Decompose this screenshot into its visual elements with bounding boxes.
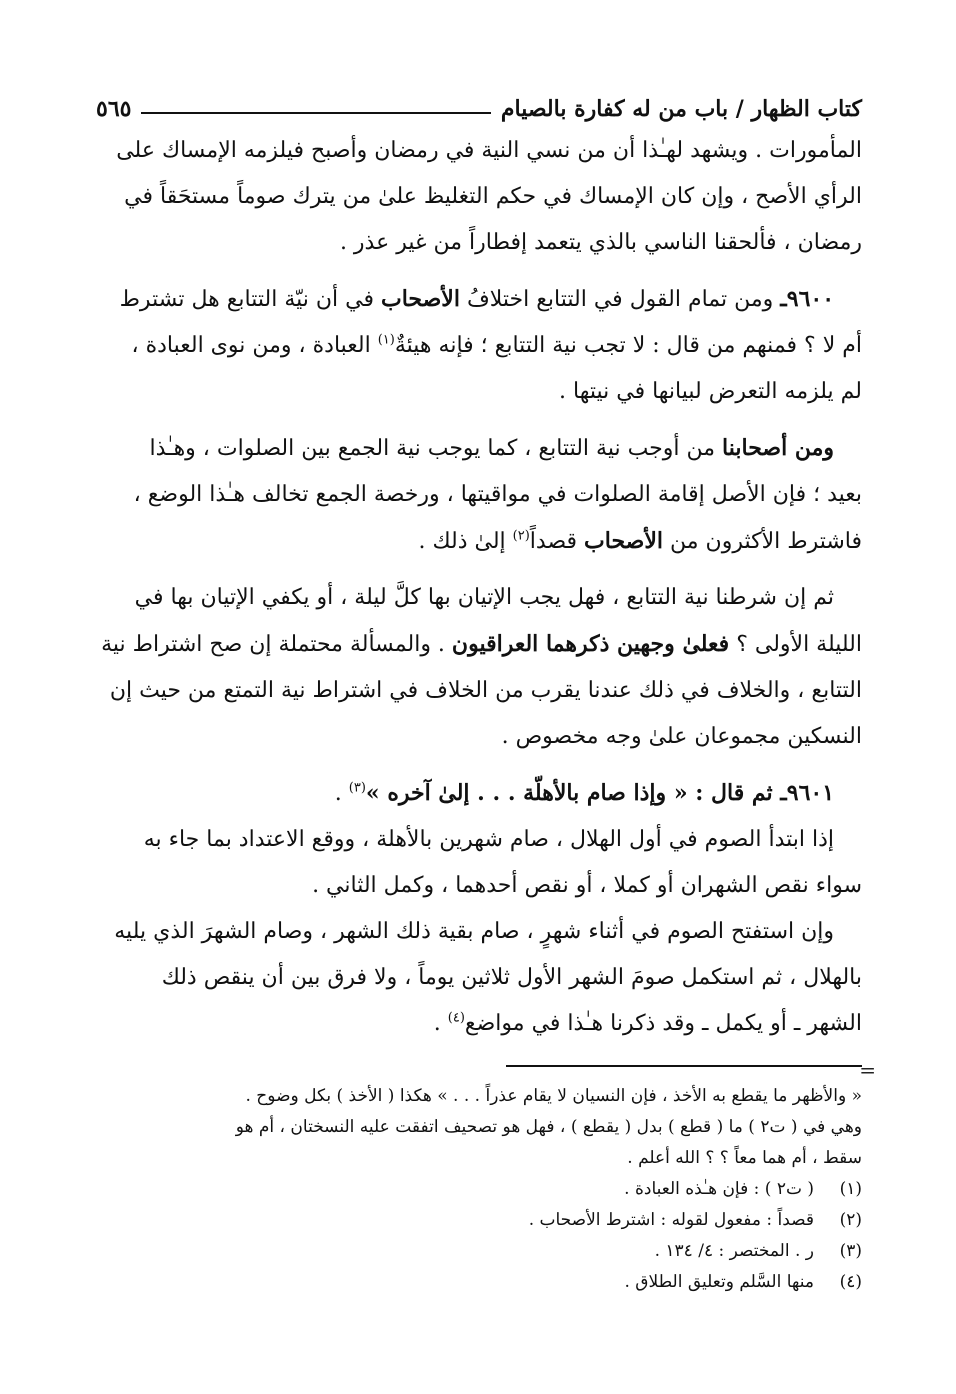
text-run: من أوجب نية التتابع ، كما يوجب نية الجمع بين الصلوات ، وهـٰذا — [149, 436, 723, 461]
paragraph-9600 — [96, 276, 862, 415]
paragraph-9601 — [96, 770, 862, 817]
bold-term: الأصحاب — [584, 528, 664, 554]
section-number: ٩٦٠٠ـ — [780, 286, 835, 312]
page-number: ٥٦٥ — [96, 96, 132, 122]
text-line: النسكين مجموعان علىٰ وجه مخصوص . — [501, 724, 862, 749]
text-run: أم لا ؟ فمنهم من قال : لا تجب نية التتابع ؛ فإنه هيئةٌ — [394, 333, 862, 358]
footnote-2 — [96, 1205, 862, 1236]
page-header — [96, 78, 862, 122]
text-line — [96, 323, 862, 369]
footnote-ref[interactable]: (٢) — [512, 528, 530, 544]
text-run: في أن نيّة التتابع هل تشترط — [119, 287, 381, 312]
footnotes — [96, 1081, 862, 1298]
text-run: ثم إن شرطنا نية التتابع ، فهل يجب الإتيان بها كلَّ ليلة ، أو يكفي الإتيان بها في — [134, 585, 835, 610]
footnote-text: منها السَّلم وتعليق الطلاق . — [624, 1272, 814, 1292]
footnote-ref[interactable]: (٣) — [348, 780, 366, 796]
continuation-mark: = — [859, 1058, 876, 1082]
text-line — [96, 575, 862, 621]
text-run: إلىٰ ذلك . — [418, 529, 513, 554]
text-run: وإن استفتح الصوم في أثناء شهرٍ ، صام بقية ذلك الشهر ، وصام الشهرَ الذي يليه — [114, 919, 835, 944]
footnote-number: (٣) — [839, 1241, 862, 1261]
text-line: بعيد ؛ فإن الأصل إقامة الصلوات في مواقيتها ، ورخصة الجمع تخالف هـٰذا الوضع ، — [133, 482, 862, 507]
text-run: . والمسألة محتملة إن صح اشتراط نية — [101, 632, 452, 657]
paragraph — [96, 909, 862, 1047]
text-run: . — [334, 781, 349, 806]
footnote-number: (٤) — [839, 1272, 862, 1292]
footnote-ref[interactable]: (١) — [377, 332, 395, 348]
text-run: الشهر ـ أو يكمل ـ وقد ذكرنا هـٰذا في مواضع — [464, 1011, 862, 1036]
text-line — [96, 425, 862, 472]
text-run: قصداً — [529, 529, 585, 554]
text-line: المأمورات . ويشهد لهـٰذا أن من نسي النية في رمضان وأصبح فيلزمه الإمساك على — [116, 138, 862, 163]
bold-term: الأصحاب — [380, 286, 460, 312]
text-line: الرأي الأصح ، وإن كان الإمساك في حكم التغليظ علىٰ من يترك صوماً مستحَقاً في — [124, 184, 862, 209]
text-run: الليلة الأولى ؟ — [729, 632, 862, 657]
text-run: العبادة ، ومن نوى العبادة ، — [131, 333, 378, 358]
text-line: سواء نقص الشهران أو كملا ، أو نقص أحدهما ، وكمل الثاني . — [312, 873, 862, 898]
paragraph — [96, 575, 862, 760]
bold-quote: ثم قال : « وإذا صام بالأهلّة . . . إلىٰ آخره » — [365, 780, 781, 806]
section-number: ٩٦٠١ـ — [780, 780, 835, 806]
footnote-separator — [506, 1065, 862, 1067]
footnote-continued-line: سقط ، أم هما معاً ؟ ؟ الله أعلم . — [627, 1148, 862, 1168]
text-line — [96, 770, 862, 817]
text-run: . — [433, 1011, 448, 1036]
header-rule — [141, 112, 490, 114]
text-line: رمضان ، فألحقنا الناسي بالذي يتعمد إفطاراً من غير عذر . — [339, 230, 862, 255]
footnote-text: ر . المختصر : ٤/ ١٣٤ . — [654, 1241, 814, 1261]
text-line — [96, 621, 862, 668]
bold-term: فعلىٰ وجهين ذكرهما العراقيون — [451, 631, 730, 657]
text-run: ومن تمام القول في التتابع اختلافُ — [459, 287, 781, 312]
text-line: لم يلزمه التعرض لبيانها في نيتها . — [559, 379, 862, 404]
text-line — [96, 909, 862, 955]
text-line — [96, 518, 862, 565]
text-run: فاشترط الأكثرون من — [663, 529, 862, 554]
footnote-text: قصداً : مفعول لقوله : اشترط الأصحاب . — [528, 1210, 814, 1230]
text-line — [96, 1001, 862, 1047]
text-line — [96, 276, 862, 323]
paragraph — [96, 128, 862, 266]
paragraph — [96, 425, 862, 565]
footnote-4 — [96, 1267, 862, 1298]
footnote-number: (٢) — [839, 1210, 862, 1230]
running-title: كتاب الظهار / باب من له كفارة بالصيام — [500, 96, 862, 122]
text-line: بالهلال ، ثم استكمل صومَ الشهر الأول ثلاثين يوماً ، ولا فرق بين أن ينقص ذلك — [161, 965, 862, 990]
footnote-ref[interactable]: (٤) — [447, 1010, 465, 1026]
footnote-1 — [96, 1174, 862, 1205]
footnote-continued-line: وهي في ( ت٢ ) ما ( قطع ) بدل ( يقطع ) ، فهل هو تصحيف اتفقت عليه النسختان ، أم هو — [235, 1117, 862, 1137]
text-line — [96, 817, 862, 863]
footnote-text: ( ت٢ ) : فإن هـٰذه العبادة . — [624, 1179, 814, 1199]
paragraph — [96, 817, 862, 909]
bold-term: ومن أصحابنا — [722, 435, 835, 461]
footnote-continued-line: « والأظهر ما يقطع به الأخذ ، فإن النسيان لا يقام عذراً . . . » هكذا ( الأخذ ) بكل وضوح . — [245, 1086, 862, 1106]
text-run: إذا ابتدأ الصوم في أول الهلال ، صام شهرين بالأهلة ، ووقع الاعتداد بما جاء به — [143, 827, 835, 852]
footnote-number: (١) — [839, 1179, 862, 1199]
footnote-3 — [96, 1236, 862, 1267]
main-text — [96, 128, 862, 1047]
text-line: التتابع ، والخلاف في ذلك عندنا يقرب من الخلاف في اشتراط نية التمتع من حيث إن — [109, 678, 862, 703]
